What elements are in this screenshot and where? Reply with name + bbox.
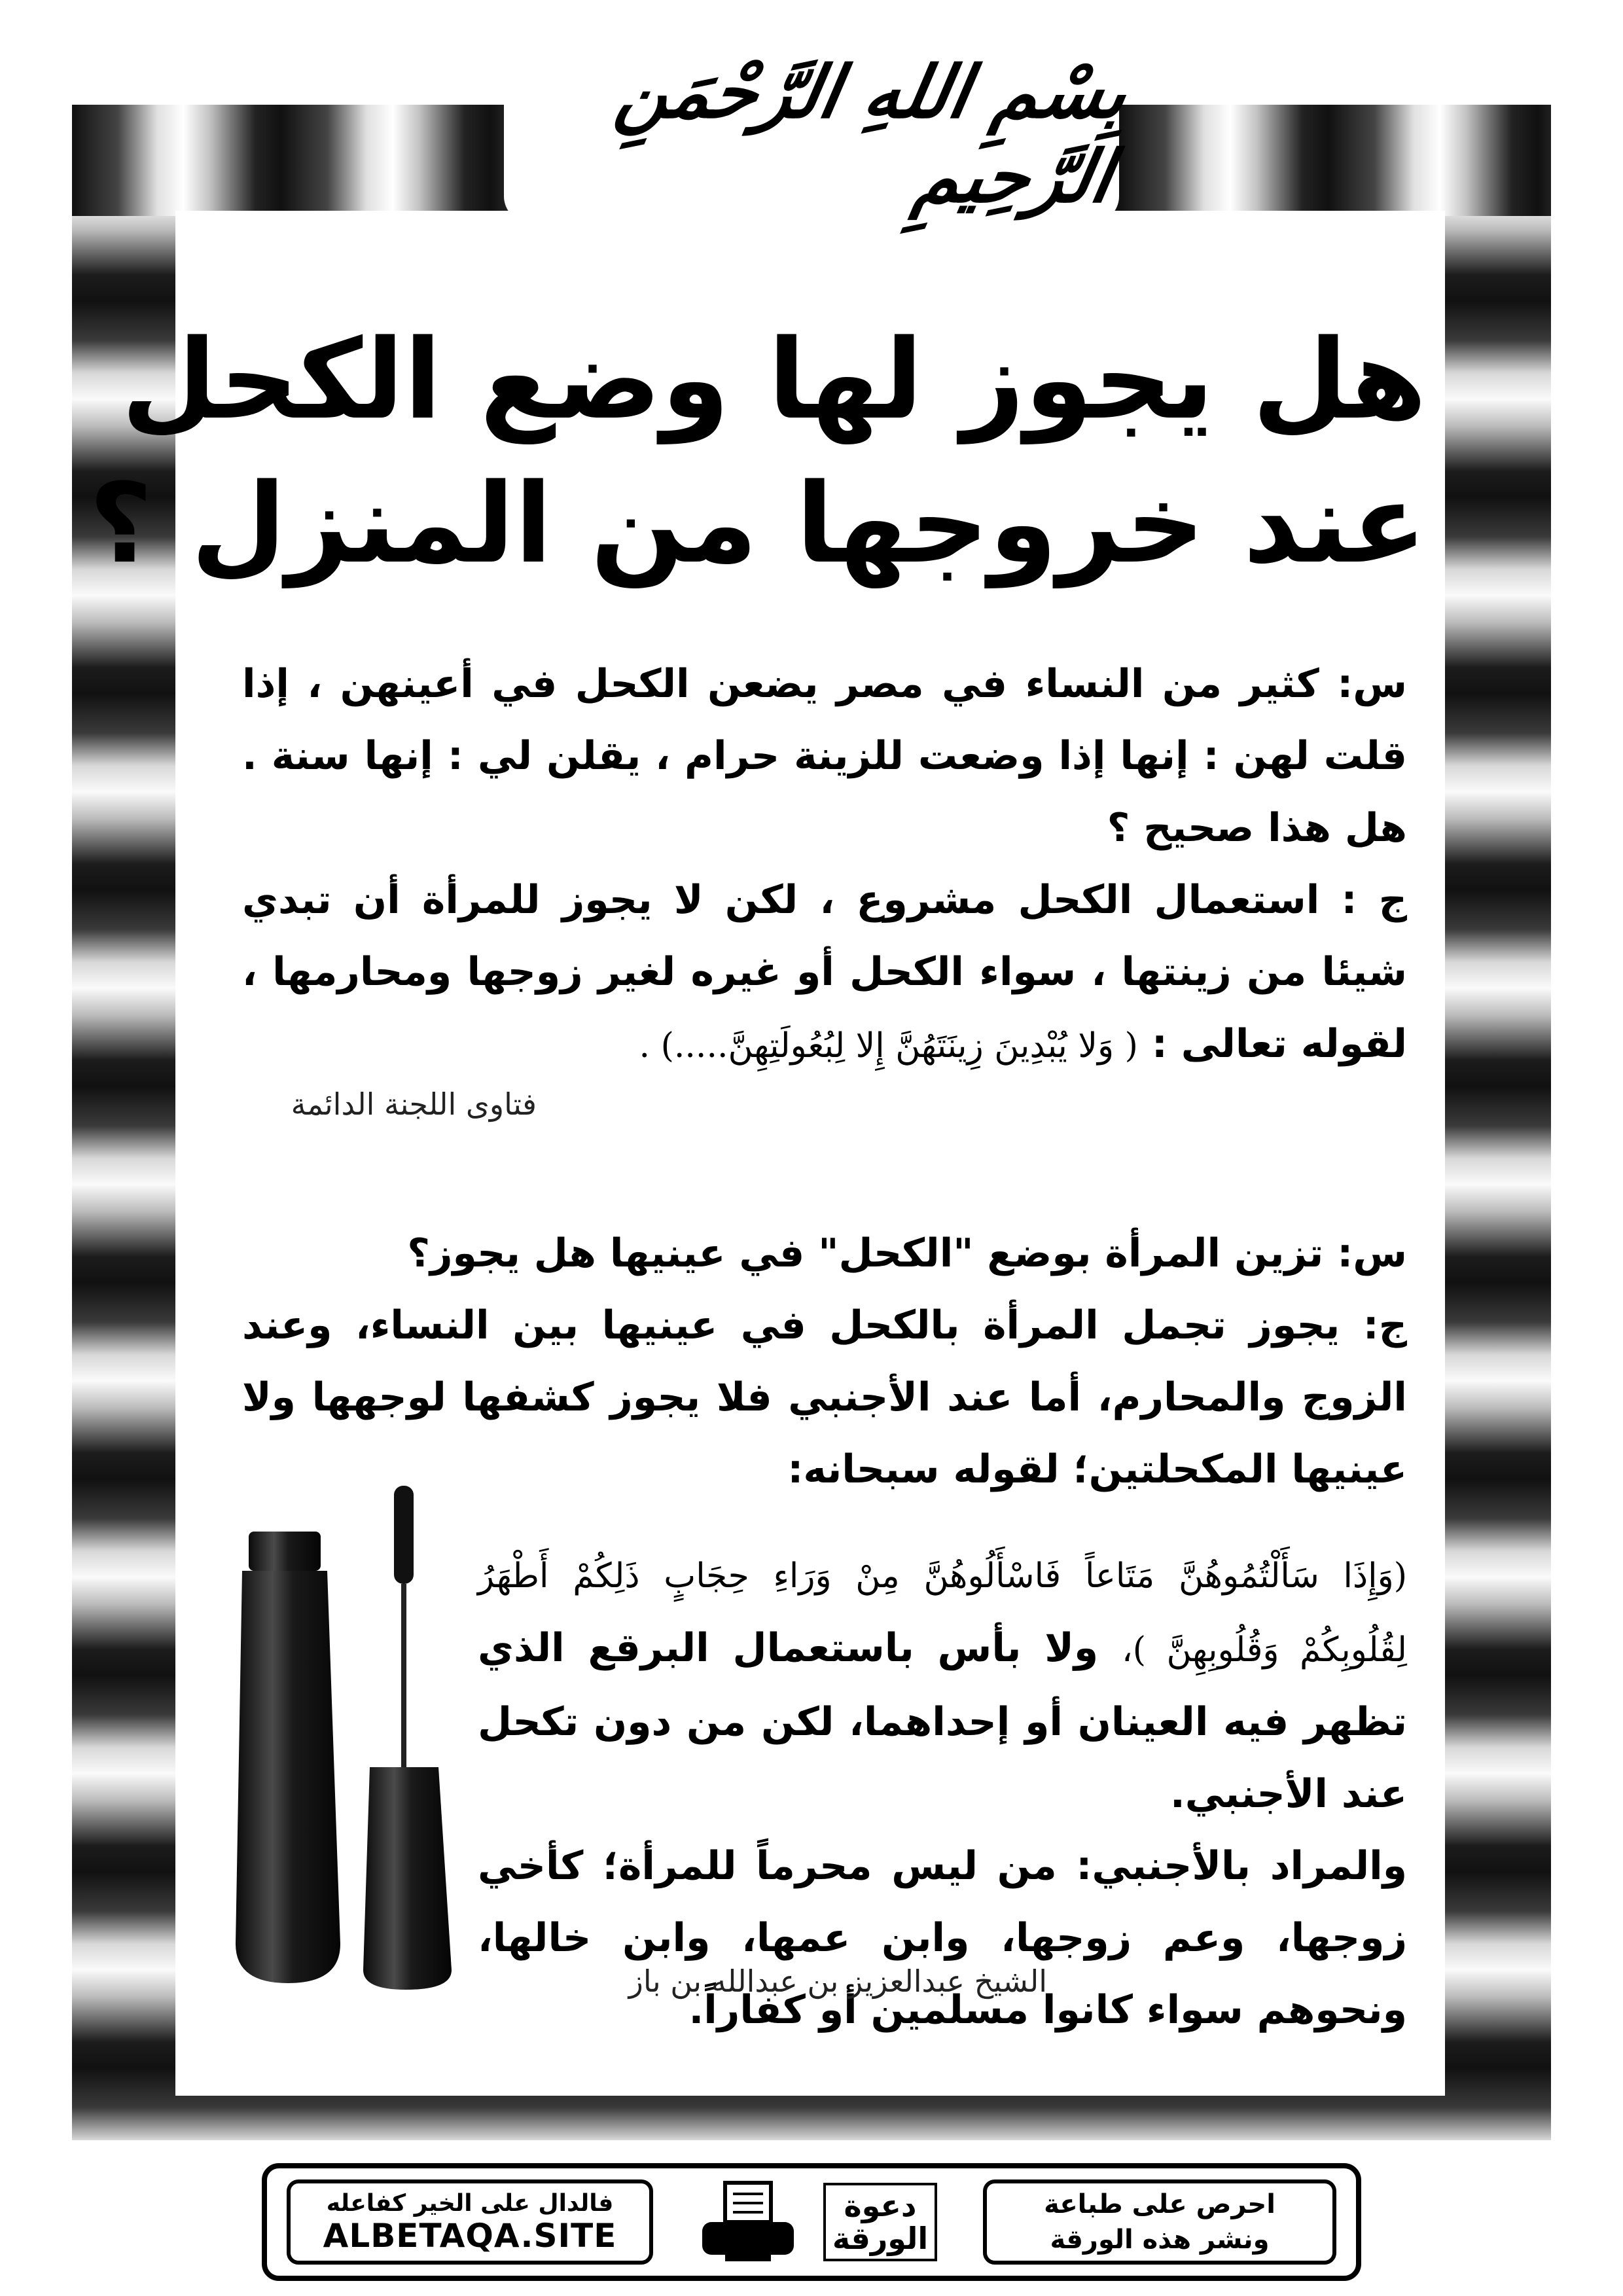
printer-icon [699,2179,797,2265]
logo-line-1: دعوة [844,2188,917,2223]
basmala-text: بِسْمِ اللهِ الرَّحْمَنِ الرَّحِيمِ [609,50,1134,219]
footer-logos [699,2179,937,2265]
qa-block-1 [242,648,1407,1082]
footer-site-box [287,2179,653,2265]
footer-left-line-1: فالدال على الخير كفاعله [326,2189,614,2217]
page-title [88,308,1427,596]
answer-2-part-1: ج: يجوز تجمل المرأة بالكحل في عينيها بين النساء، وعند الزوج والمحارم، أما عند الأجنبي فلا يجوز كشفها لوجهها ولا عينيها المكحلتين؛ لقوله سبحانه: [242,1302,1407,1492]
question-1: س: كثير من النساء في مصر يضعن الكحل في أعينهن ، إذا قلت لهن : إنها إذا وضعت للزينة حرام ، يقلن لي : إنها سنة . هل هذا صحيح ؟ [242,661,1407,851]
title-line-1: هل يجوز لها وضع الكحل [121,315,1427,444]
footer-right-line-2: ونشر هذه الورقة [1050,2225,1270,2255]
logo-line-2: الورقة [832,2221,929,2256]
answer-2-part-3: والمراد بالأجنبي: من ليس محرماً للمرأة؛ كأخي زوجها، وعم زوجها، وابن عمها، وابن خالها، ونحوهم سواء كانوا مسلمين أو كفاراً. [478,1843,1407,2033]
site-url[interactable]: ALBETAQA.SITE [323,2216,617,2255]
footer-print-note [983,2179,1336,2265]
source-1: فتاوى اللجنة الدائمة [291,1086,537,1122]
footer-bar [262,2163,1361,2281]
title-line-2: عند خروجها من المنزل ؟ [88,459,1427,588]
mascara-illustration [229,1486,478,1996]
answer-1: ج : استعمال الكحل مشروع ، لكن لا يجوز للمرأة أن تبدي شيئا من زينتها ، سواء الكحل أو غيره لغير زوجها ومحارمها ، لقوله تعالى : [242,877,1407,1067]
dawa-logo [823,2183,937,2261]
basmala-header [504,46,1134,223]
verse-2: (وَإِذَا سَأَلْتُمُوهُنَّ مَتَاعاً فَاسْأَلُوهُنَّ مِنْ وَرَاءِ حِجَابٍ ذَلِكُمْ أَطْهَرُ لِقُلُوبِكُمْ وَقُلُوبِهِنَّ )، [478,1556,1408,1670]
source-2: الشيخ عبدالعزيز بن عبدالله بن باز [628,1964,1047,1999]
question-2: س: تزين المرأة بوضع "الكحل" في عينيها هل يجوز؟ [407,1230,1407,1276]
qa-block-2 [242,1217,1407,1505]
answer-2-part-2: ولا بأس باستعمال البرقع الذي تظهر فيه العينان أو إحداهما، لكن من دون تكحل عند الأجنبي. [478,1625,1407,1817]
verse-1: ( وَلا يُبْدِينَ زِينَتَهُنَّ إِلا لِبُعُولَتِهِنَّ.....) . [639,1026,1138,1066]
footer-right-line-1: احرص على طباعة [1044,2189,1275,2219]
